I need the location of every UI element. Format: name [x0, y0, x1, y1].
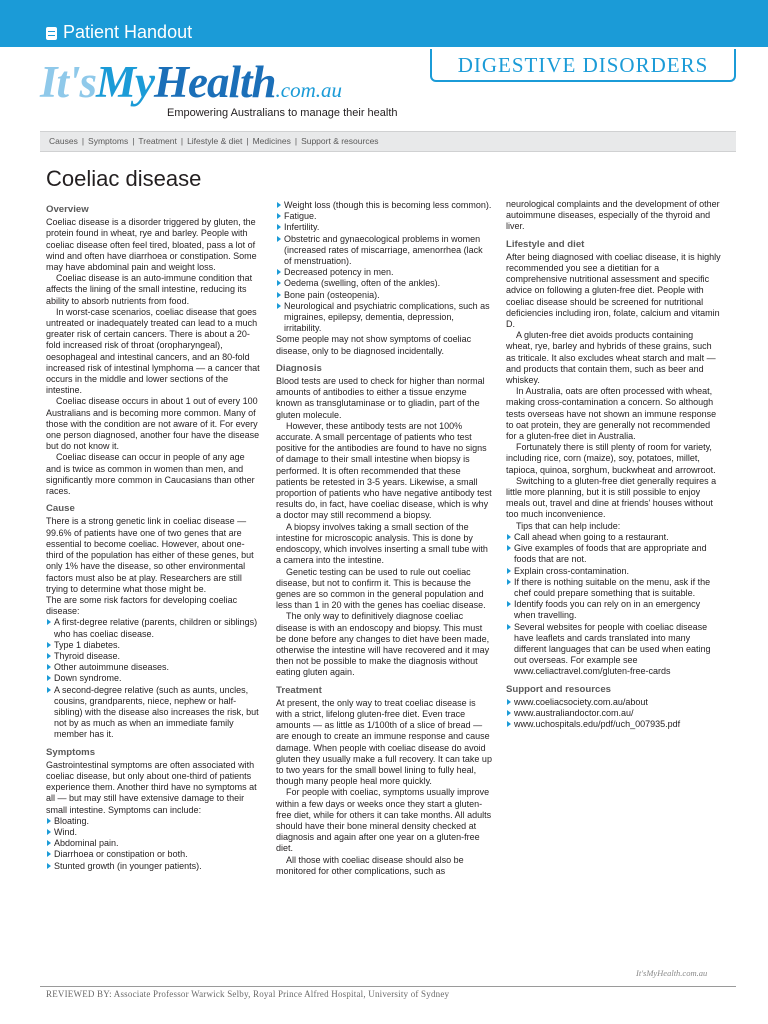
nav-treatment[interactable]: Treatment: [138, 136, 177, 146]
diagnosis-heading: Diagnosis: [276, 362, 322, 374]
lifestyle-paragraph: After being diagnosed with coeliac disease, it is highly recommended you see a dietitian for a comprehensive nutritional assessment and specific advice on following a gluten-free diet. People with coeliac disease should be screened for nutritional deficiencies including iron, folate, calcium and vitamin D.: [506, 251, 721, 330]
category-box: [430, 49, 736, 82]
list-item: Type 1 diabetes.: [46, 640, 262, 651]
support-link[interactable]: www.uchospitals.edu/pdf/uch_007935.pdf: [506, 719, 722, 730]
list-item: Stunted growth (in younger patients).: [46, 861, 262, 872]
list-item: Give examples of foods that are appropriate and foods that are not.: [506, 543, 722, 565]
continued-paragraph: neurological complaints and the development of other autoimmune diseases, especially of the thyroid and liver.: [506, 199, 720, 232]
site-logo[interactable]: [40, 58, 342, 114]
list-item: Decreased potency in men.: [276, 267, 492, 278]
logo-my: My: [96, 57, 155, 107]
diagnosis-paragraph: The only way to definitively diagnose coeliac disease is with an endoscopy and biopsy. This must be done before any changes to diet have been made, otherwise the intestine will have recovered and it may then not be possible to make the diagnosis without eating gluten again.: [276, 611, 490, 678]
list-item: Infertility.: [276, 222, 492, 233]
diagnosis-paragraph: A biopsy involves taking a small section of the intestine for microscopic analysis. This is done by endoscopy, which involves inserting a small tube with a camera into the intestine.: [276, 521, 488, 566]
header-label: Patient Handout: [63, 22, 193, 42]
column-3: [506, 199, 722, 730]
list-item: Neurological and psychiatric complications, such as migraines, epilepsy, dementia, depression, irritability.: [276, 301, 492, 335]
symptoms-list-continued: [276, 200, 492, 334]
cause-paragraph: There is a strong genetic link in coeliac disease — 99.6% of patients have one of two genes that are essential to become coeliac. However, about one-third of the population has either of these genes, but only 1% have the disease, so other environmental factors must also be at play. Researchers are still trying to determine what those might be.: [46, 516, 254, 594]
footer-divider: [40, 986, 736, 987]
overview-paragraph: Coeliac disease can occur in people of any age and is twice as common in women than men, and significantly more common in Caucasians than other races.: [46, 452, 255, 497]
diagnosis-paragraph: Blood tests are used to check for higher than normal amounts of antibodies to either a tissue enzyme known as transglutaminase or to gliadin, part of the gluten molecule.: [276, 376, 485, 420]
list-item: Bone pain (osteopenia).: [276, 290, 492, 301]
list-item: Oedema (swelling, often of the ankles).: [276, 278, 492, 289]
list-item: Call ahead when going to a restaurant.: [506, 532, 722, 543]
symptoms-list: [46, 816, 262, 872]
list-item: A first-degree relative (parents, children or siblings) who has coeliac disease.: [46, 617, 262, 639]
overview-paragraph: Coeliac disease is an auto-immune condition that affects the lining of the small intestine, reducing its ability to absorb nutrients from food.: [46, 273, 253, 306]
overview-paragraph: Coeliac disease occurs in about 1 out of every 100 Australians and is becoming more common. Many of those with the condition are not aware of it. For every one person diagnosed, another four have the disease but do not know it.: [46, 396, 260, 452]
nav-support-resources[interactable]: Support & resources: [301, 136, 379, 146]
list-item: If there is nothing suitable on the menu, ask if the chef could prepare something that is suitable.: [506, 577, 722, 599]
site-footer-url: It'sMyHealth.com.au: [636, 968, 708, 978]
lifestyle-paragraph: In Australia, oats are often processed with wheat, making cross-contamination a concern. So although tests overseas have not shown an immune response to oat protein, they are generally not recommended for a gluten-free diet in Australia.: [506, 386, 717, 442]
nav-symptoms[interactable]: Symptoms: [88, 136, 129, 146]
lifestyle-paragraph: Switching to a gluten-free diet generally requires a little more planning, but it is still possible to enjoy meals out, travel and dine at friends' houses without too much inconvenience.: [506, 475, 717, 520]
cause-heading: Cause: [46, 503, 75, 515]
logo-tld: .com.au: [275, 78, 343, 102]
reviewer-credit: REVIEWED BY: Associate Professor Warwick Selby, Royal Prince Alfred Hospital, University of Sydney: [46, 989, 450, 999]
cause-paragraph: The are some risk factors for developing coeliac disease:: [46, 594, 238, 617]
tips-list: [506, 532, 722, 678]
list-item: Other autoimmune diseases.: [46, 662, 262, 673]
diagnosis-paragraph: However, these antibody tests are not 100% accurate. A small percentage of patients who test positive for the antibodies are found to have no signs of damage to their small intestine when biopsy is performed. It is often recommended that these patients be retested in 3-5 years. Likewise, a small proportion of patients who have negative antibody test results do, in fact, have coeliac disease, which is why a doctor may still recommend a biopsy.: [276, 420, 492, 521]
column-1: [46, 200, 262, 872]
category-label: DIGESTIVE DISORDERS: [457, 53, 709, 77]
list-item: A second-degree relative (such as aunts, uncles, cousins, grandparents, niece, nephew or half-sibling) with the disease also increases the risk, but not by as much as when an immediate family member has it.: [46, 685, 262, 741]
support-link[interactable]: www.coeliacsociety.com.au/about: [506, 697, 722, 708]
tagline: Empowering Australians to manage their health: [167, 107, 398, 119]
list-item: Weight loss (though this is becoming less common).: [276, 200, 492, 211]
list-item: Several websites for people with coeliac disease have leaflets and cards translated into many different languages that can be used when eating out overseas. For example see www.celiactravel.com/gluten-free-cards: [506, 622, 722, 678]
treatment-paragraph: All those with coeliac disease should also be monitored for other complications, such as: [276, 854, 464, 876]
symptoms-heading: Symptoms: [46, 746, 96, 758]
nav-medicines[interactable]: Medicines: [252, 136, 291, 146]
list-item: Fatigue.: [276, 211, 492, 222]
list-item: Bloating.: [46, 816, 262, 827]
logo-its: It's: [40, 57, 97, 107]
treatment-heading: Treatment: [276, 684, 322, 696]
list-item: Wind.: [46, 827, 262, 838]
lifestyle-paragraph: Tips that can help include:: [516, 520, 621, 531]
section-nav: Causes | Symptoms | Treatment | Lifestyle & diet | Medicines | Support & resources: [40, 131, 736, 152]
risk-factor-list: [46, 617, 262, 740]
lifestyle-paragraph: A gluten-free diet avoids products containing wheat, rye, barley and hybrids of these grains, such as triticale. It also excludes wheat starch and malt — and products that contain them, such as beer and whiskey.: [506, 330, 716, 386]
support-link[interactable]: www.australiandoctor.com.au/: [506, 708, 722, 719]
support-heading: Support and resources: [506, 683, 612, 695]
document-icon: [46, 27, 57, 40]
diagnosis-paragraph: Genetic testing can be used to rule out coeliac disease, but not to confirm it. This is because the genes are so common in the general population and less than 1 in 20 with the genes has coeliac disease.: [276, 566, 486, 611]
header-bar: [0, 0, 768, 47]
treatment-paragraph: For people with coeliac, symptoms usually improve within a few days or weeks once they start a gluten-free diet, while for others it can take months. All adults should have their bone mineral density checked at diagnosis and again after one year on a gluten-free diet.: [276, 787, 492, 854]
treatment-paragraph: At present, the only way to treat coeliac disease is with a strict, lifelong gluten-free diet. Even trace amounts — as little as 1/100th of a slice of bread — are enough to create an immune response and cause damage. When people with coeliac disease do avoid gluten they usually make a full recovery. It can take up to two years for the small bowel lining to fully heal, though many people heal more quickly.: [276, 697, 492, 787]
list-item: Thyroid disease.: [46, 651, 262, 662]
logo-health: Health: [154, 57, 276, 107]
list-item: Obstetric and gynaecological problems in women (increased rates of miscarriage, amenorrhea (lack of menstruation).: [276, 234, 492, 268]
list-item: Explain cross-contamination.: [506, 566, 722, 577]
column-2: [276, 200, 492, 877]
lifestyle-paragraph: Fortunately there is still plenty of room for variety, including rice, corn (maize), soy, potatoes, millet, tapioca, quinoa, sorghum, buckwheat and arrowroot.: [506, 442, 716, 475]
list-item: Identify foods you can rely on in an emergency when travelling.: [506, 599, 722, 621]
support-links: [506, 697, 722, 731]
lifestyle-heading: Lifestyle and diet: [506, 238, 585, 250]
list-item: Diarrhoea or constipation or both.: [46, 849, 262, 860]
list-item: Abdominal pain.: [46, 838, 262, 849]
overview-paragraph: Coeliac disease is a disorder triggered by gluten, the protein found in wheat, rye and barley. People with coeliac disease often feel tired, bloated, pass a lot of wind and often have diarrhoea or constipation. Some may have abdominal pain and weight loss.: [46, 217, 257, 273]
overview-heading: Overview: [46, 204, 89, 215]
list-item: Down syndrome.: [46, 673, 262, 684]
nav-causes[interactable]: Causes: [49, 136, 78, 146]
overview-paragraph: In worst-case scenarios, coeliac disease that goes untreated or inadequately treated can lead to a much greater risk of certain cancers. There is about a 20-fold increased risk of throat (oropharyngeal), oesophageal and intestinal cancers, and an 80-fold increased risk of intestinal lymphoma — a cancer that occurs in the middle and lower sections of the intestine.: [46, 306, 260, 396]
symptoms-paragraph: Gastrointestinal symptoms are often associated with coeliac disease, but only about one-third of patients experience them. Another third have no symptoms at all — but may still have extensive damage to their small intestine. Symptoms can include:: [46, 759, 257, 815]
page-title: Coeliac disease: [46, 166, 202, 191]
nav-lifestyle-diet[interactable]: Lifestyle & diet: [187, 136, 243, 146]
symptoms-paragraph: Some people may not show symptoms of coeliac disease, only to be diagnosed incidentally.: [276, 334, 472, 356]
